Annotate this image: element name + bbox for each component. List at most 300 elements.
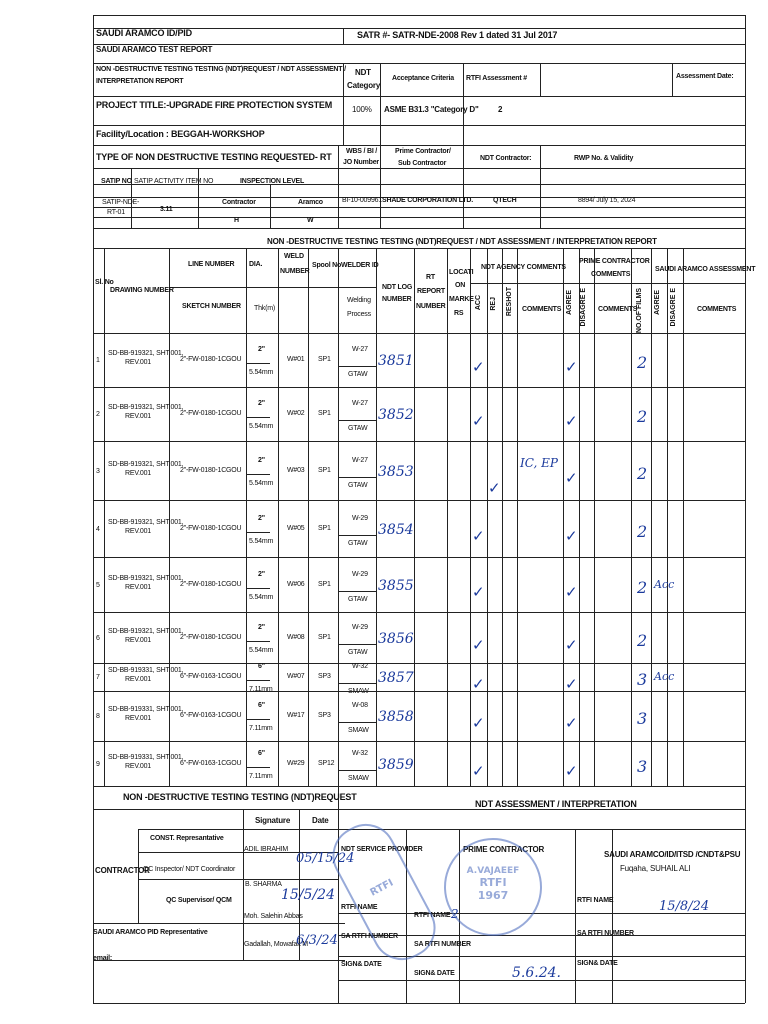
process-split [338,535,376,536]
col-welder: WELDER ID [341,262,379,269]
row-thk: 5.54mm [249,423,274,430]
table-bottom [93,786,745,787]
row-drawing: SD-BB-919321, SHT.001, [108,574,184,582]
row-process: GTAW [348,539,368,547]
table-title: NON -DESTRUCTIVE TESTING TESTING (NDT)REQUEST / NDT ASSESSMENT / INTERPRETATION REPORT [267,237,657,246]
row-dia: 2" [258,570,265,578]
table-header-rule [93,248,745,249]
row-drawing: SD-BB-919321, SHT.001, [108,627,184,635]
ndt-category-label: NDT [355,68,371,77]
acc-tick-icon: ✓ [472,358,485,376]
col-spool: Spool No [312,262,342,269]
table-col-rule [487,248,488,786]
row-drawing-2: REV.001 [125,413,151,420]
prime-rtfi-number: 2 [451,907,459,921]
ndt-contractor-label: NDT Contractor: [480,155,532,162]
contractor-label: CONTRACTOR [95,866,150,875]
row-spool: SP1 [318,580,331,588]
thk-split [246,474,270,475]
row-drawing-2: REV.001 [125,359,151,366]
row-spool: SP1 [318,524,331,532]
col-drawing: DRAWING NUMBER [110,287,174,294]
acc-tick-icon: ✓ [472,582,485,601]
row-weld: W#03 [287,466,305,474]
acc-tick-icon: ✓ [472,675,485,693]
row-welder: W-08 [352,702,368,709]
assessment-date-label: Assessment Date: [676,73,734,80]
col-rt-2: REPORT [417,288,445,295]
header-rule [93,168,745,169]
col-line: LINE NUMBER [188,261,235,268]
row-drawing: SD-BB-919321, SHT.001, [108,518,184,526]
process-split [338,722,376,723]
row-sl: 7 [96,674,100,681]
ndt-request-title-2: INTERPRETATION REPORT [96,78,184,85]
row-process: GTAW [348,425,368,432]
aramco-rule [651,283,745,284]
agree-header: AGREE [566,290,573,315]
v-satr [343,28,344,44]
signature-label: Signature [255,816,291,825]
acc-tick-icon: ✓ [472,635,485,654]
header-rule [93,63,745,64]
table-col-rule [246,248,247,786]
table-col-rule [631,248,632,786]
col-sketch: SKETCH NUMBER [182,303,241,310]
agree-tick-icon: ✓ [565,635,578,654]
row-dia: 2" [258,623,265,631]
row-thk: 5.54mm [249,537,274,545]
prime-rtfi-name-label: RTFI NAME [414,912,451,919]
v-rwp [540,145,541,228]
aramco-assessment-label: SAUDI ARAMCO ASSESSMENT [655,266,756,273]
row-welder: W-29 [352,570,368,578]
sign-date-label: SIGN& DATE [341,961,382,968]
header-rule [93,145,745,146]
row-welder: W-32 [352,663,368,670]
row-thk: 5.54mm [249,479,274,487]
v-satip [131,168,132,228]
wbs-label: WBS / BI / [346,148,378,155]
satip-no-value-2: RT-01 [107,209,125,216]
row-drawing: SD-BB-919331, SHT.001, [108,706,184,713]
agree-tick-icon: ✓ [565,761,578,780]
table-col-rule [376,248,377,786]
ndt-contractor-value: QTECH [493,197,517,204]
footer-v1 [138,829,139,923]
row-weld: W#01 [287,356,305,363]
row-drawing: SD-BB-919331, SHT.001, [108,667,184,674]
ndt-agency-comments-label: NDT AGENCY COMMENTS [481,264,566,271]
col-location-3: MARKE [449,296,474,303]
acc-tick-icon: ✓ [472,526,485,545]
row-sl: 2 [96,411,100,418]
prime-comments-header: COMMENTS [598,306,638,313]
frame-right [745,15,746,1003]
satip-no-value: SATIP-NDE- [102,199,140,206]
frame-left [93,15,94,1003]
table-col-rule [447,248,448,786]
rej-tick-icon: ✓ [488,478,501,497]
disagree-header: DISAGRE E [580,288,587,327]
row-drawing-2: REV.001 [125,676,151,683]
row-no-of-films: 3 [637,756,648,776]
v-contr [270,184,271,228]
row-rule [93,741,745,742]
sa-rtfi-number-label: SA RTFI NUMBER [341,933,398,940]
row-rule [93,387,745,388]
row-line-number: 6"-FW-0163-1CGOU [180,759,242,767]
rtfi-name-label: RTFI NAME [341,904,378,911]
row-sl: 4 [96,525,100,533]
row-rule [93,500,745,501]
row-no-of-films: 2 [637,463,648,483]
row-dia: 2" [258,514,265,522]
row-weld: W#06 [287,580,305,588]
rtfi-assessment-value: 2 [498,105,503,114]
v-activity [198,168,199,228]
row-process: GTAW [348,481,368,489]
row-ndt-log-number: 3851 [378,353,414,369]
row-drawing: SD-BB-919321, SHT.001, [108,404,184,411]
footer-rule-6 [93,923,345,924]
satip-activity-label: SATIP ACTIVITY ITEM NO [134,178,214,185]
row-weld: W#17 [287,712,305,719]
test-report-title: SAUDI ARAMCO TEST REPORT [96,45,213,54]
row-spool: SP1 [318,633,331,641]
thk-split [246,641,270,642]
prime-sign-date-label: SIGN& DATE [414,970,455,977]
footer-v2 [243,809,244,960]
date-const: 05/15/24 [296,851,355,866]
row-thk: 7.11mm [249,686,273,693]
aramco-level-label: Aramco [298,199,323,206]
row-line-number: 2"-FW-0180-1CGOU [180,524,242,532]
col-rt-3: NUMBER [416,303,446,310]
row-welder: W-27 [352,400,368,407]
row-no-of-films: 3 [637,670,648,689]
wbs-value: BI-10-009961 [342,197,383,204]
agree-tick-icon: ✓ [565,582,578,601]
wbs-label-2: JO Number [343,159,379,166]
type-requested: TYPE OF NON DESTRUCTIVE TESTING REQUESTED- RT [96,152,332,162]
col-weld-2: NUMBER [280,268,310,275]
row-no-of-films: 2 [637,630,648,650]
col-location-4: RS [454,310,464,317]
row-no-of-films: 2 [637,577,648,597]
process-split [338,591,376,592]
date-qcm: 15/5/24 [281,887,335,903]
row-line-number: 2"-FW-0180-1CGOU [180,580,242,588]
row-agency-comment: IC, EP [520,455,558,470]
agree-tick-icon: ✓ [565,358,578,376]
thk-split [246,532,270,533]
row-ndt-log-number: 3856 [378,630,414,647]
v-accept [380,63,381,145]
row-no-of-films: 2 [637,353,648,372]
process-split [338,770,376,771]
process-split [338,420,376,421]
qc-inspector-label: QC Inspector/ NDT Coordinator [143,866,236,873]
row-ndt-log-number: 3854 [378,521,414,538]
prime-contractor-label-2: Sub Contractor [398,160,447,167]
contractor-level-label: Contractor [222,199,256,206]
thk-split [246,719,270,720]
name-aramco-rep: Gadallah, Mowafak M [244,941,308,948]
name-qc-supervisor: Moh. Salehin Abbas [244,913,303,920]
row-weld: W#29 [287,759,305,767]
row-ndt-log-number: 3859 [378,756,414,773]
table-col-rule [502,248,503,786]
row-welder: W-29 [352,623,368,631]
row-weld: W#07 [287,673,305,680]
acc-tick-icon: ✓ [472,714,485,732]
aramco-faded-name: Fuqaha, SUHAIL ALI [620,864,691,873]
aramco-rep-label: SAUDI ARAMCO PID Representative [93,929,208,936]
row-drawing: SD-BB-919321, SHT.001, [108,460,184,468]
footer-split [338,786,339,1003]
table-col-rule [517,248,518,786]
table-col-rule [338,248,339,786]
row-sl: 5 [96,581,100,589]
aramco-rtfi-name-label: RTFI NAME [577,897,614,904]
table-col-rule [683,248,684,786]
email-label: email: [93,955,113,962]
row-drawing-2: REV.001 [125,715,151,722]
prime-sign-date: 5.6.24. [512,965,561,981]
name-qc-inspector: B. SHARMA [245,881,282,888]
acc-header: ACC [475,295,482,311]
footer-rule-10 [93,960,345,961]
agree-tick-icon: ✓ [565,526,578,545]
row-spool: SP3 [318,673,331,680]
row-thk: 7.11mm [249,772,273,780]
footer-rule-2 [138,829,338,830]
row-aramco-mark: Acc [654,670,675,683]
row-thk: 5.54mm [249,646,274,654]
footer-assessment-title: NDT ASSESSMENT / INTERPRETATION [475,799,637,809]
row-welder: W-29 [352,514,368,522]
row-line-number: 2"-FW-0180-1CGOU [180,633,242,641]
aramco-agree-header: AGREE [654,290,661,315]
ndt-report-sheet [93,15,756,1018]
row-ndt-log-number: 3857 [378,670,414,686]
row-welder: W-32 [352,749,368,757]
aramco-comments-header: COMMENTS [697,306,737,313]
agree-tick-icon: ✓ [565,675,578,693]
satr-number: SATR #- SATR-NDE-2008 Rev 1 dated 31 Jul 2017 [357,30,558,40]
rtfi-assessment-label: RTFI Assessment # [466,75,527,82]
agree-tick-icon: ✓ [565,468,578,487]
v-ndt-cat [343,63,344,145]
process-split [338,477,376,478]
footer-rule-3 [338,829,745,830]
footer-rule-5 [138,879,338,880]
row-weld: W#02 [287,410,305,417]
rtfi-stamp: A.VAJAEEF RTFI 1967 [444,838,542,936]
row-spool: SP1 [318,356,331,363]
row-process: SMAW [348,688,369,695]
v-prime [380,145,381,228]
agree-tick-icon: ✓ [565,412,578,430]
prime-comments-label: PRIME CONTRACTOR [579,258,650,265]
prime-comments-label-2: COMMENTS [591,271,631,278]
col-thk: Thk(m) [254,305,275,312]
row-spool: SP1 [318,410,331,417]
table-col-rule [308,248,309,786]
aramco-sa-rtfi-label: SA RTFI NUMBER [577,930,634,937]
acc-tick-icon: ✓ [472,412,485,430]
thk-split [246,363,270,364]
col-welding: Welding [347,297,371,304]
col-location: LOCATI [449,269,474,276]
thk-split [246,588,270,589]
row-weld: W#05 [287,524,305,532]
table-col-rule [563,248,564,786]
table-col-rule [278,248,279,786]
table-col-rule [414,248,415,786]
row-sl: 9 [96,760,100,768]
row-ndt-log-number: 3853 [378,463,414,480]
row-rule [93,663,745,664]
row-process: SMAW [348,774,369,782]
row-line-number: 6"-FW-0163-1CGOU [180,712,242,719]
process-split [338,683,376,684]
thk-split [246,417,270,418]
satip-activity-value: 3.11 [160,206,173,213]
table-col-rule [667,248,668,786]
facility-location: Facility/Location : BEGGAH-WORKSHOP [96,129,265,139]
row-drawing-2: REV.001 [125,762,151,770]
row-no-of-films: 2 [637,407,648,426]
ndt-category-label-2: Category [347,81,381,90]
table-col-rule [594,248,595,786]
comments-header: COMMENTS [522,306,562,313]
prime-contractor-footer-label: PRIME CONTRACTOR [463,845,545,854]
row-dia: 6" [258,749,265,757]
v-ndtc [463,145,464,228]
row-sl: 1 [96,357,100,364]
row-drawing-2: REV.001 [125,469,151,477]
rwp-value: 8894/ July 15, 2024 [578,197,636,204]
row-aramco-mark: Acc [654,577,675,591]
table-col-rule [470,248,471,786]
ndt-agency-rule [470,283,563,284]
row-drawing: SD-BB-919321, SHT.001, [108,350,184,357]
row-drawing-2: REV.001 [125,527,151,535]
row-no-of-films: 2 [637,521,648,541]
acc-tick-icon: ✓ [472,761,485,780]
row-dia: 6" [258,702,265,709]
row-spool: SP1 [318,466,331,474]
row-process: GTAW [348,595,368,603]
row-sl: 3 [96,467,100,475]
col-welding-2: Process [347,311,371,318]
row-drawing-2: REV.001 [125,583,151,591]
pid-label: SAUDI ARAMCO ID/PID [96,28,192,38]
table-col-rule [104,248,105,786]
ndt-provider-stamp: RTFI [322,813,446,970]
row-process: GTAW [348,648,368,656]
row-process: SMAW [348,727,369,734]
aramco-level-value: W [307,217,314,224]
table-body-top [93,333,745,334]
row-dia: 6" [258,663,265,670]
col-dia: DIA. [249,261,263,268]
row-rule [93,557,745,558]
row-line-number: 2"-FW-0180-1CGOU [180,410,242,417]
thk-split [246,680,270,681]
row-thk: 5.54mm [249,369,274,376]
row-welder: W-27 [352,456,368,464]
acceptance-label: Acceptance Criteria [392,75,454,82]
col-location-2: ON [455,282,466,289]
col-ndt-log: NDT LOG [382,284,413,291]
row-process: GTAW [348,371,368,378]
row-dia: 2" [258,456,265,464]
frame-bottom [93,1003,745,1004]
row-drawing: SD-BB-919331, SHT.001, [108,753,184,761]
frame-top [93,15,745,16]
row-ndt-log-number: 3858 [378,709,414,725]
aramco-disagree-header: DISAGRE E [670,288,677,327]
sub-header-line [169,287,376,288]
date-aramco: 6/3/24 [296,933,338,948]
row-ndt-log-number: 3852 [378,407,414,423]
row-thk: 7.11mm [249,725,273,732]
footer-request-title: NON -DESTRUCTIVE TESTING TESTING (NDT)REQUEST [123,792,357,802]
films-header: NO.OF FILMS [636,288,643,334]
row-rule [93,612,745,613]
rej-header: REJ [490,297,497,311]
col-sl: Sl. No [95,279,114,286]
row-thk: 5.54mm [249,593,274,601]
row-no-of-films: 3 [637,709,648,728]
row-weld: W#08 [287,633,305,641]
prime-sa-rtfi-label: SA RTFI NUMBER [414,941,471,948]
row-line-number: 6"-FW-0163-1CGOU [180,673,242,680]
row-ndt-log-number: 3855 [378,577,414,594]
prime-contractor-label: Prime Contractor/ [395,148,451,155]
process-split [338,366,376,367]
date-label: Date [312,816,329,825]
rwp-label: RWP No. & Validity [574,155,634,162]
satip-no-label: SATIP NO [101,178,132,185]
aramco-sign-date-label: SIGN& DATE [577,960,618,967]
ndt-request-title: NON -DESTRUCTIVE TESTING TESTING (NDT)REQUEST / NDT ASSESSMENT / [96,66,346,73]
table-col-rule [579,248,580,786]
v-rtfi2 [540,63,541,96]
row-spool: SP3 [318,712,331,719]
contractor-level-value: H [234,217,239,224]
v-wbs [338,145,339,228]
header-rule [93,207,745,208]
prime-rule [563,283,651,284]
reshot-header: RESHOT [506,287,513,317]
footer-rule [93,809,745,810]
ndt-category-value: 100% [352,105,372,114]
row-drawing-2: REV.001 [125,636,151,644]
header-rule [93,96,745,97]
inspection-level-label: INSPECTION LEVEL [240,178,305,185]
acceptance-value: ASME B31.3 "Category D" [384,105,479,114]
col-rt: RT [426,274,435,281]
const-rep-label: CONST. Represantative [150,835,224,842]
row-welder: W-27 [352,346,368,353]
header-rule [93,125,745,126]
col-weld: WELD [284,253,304,260]
footer-v6 [575,829,576,1003]
